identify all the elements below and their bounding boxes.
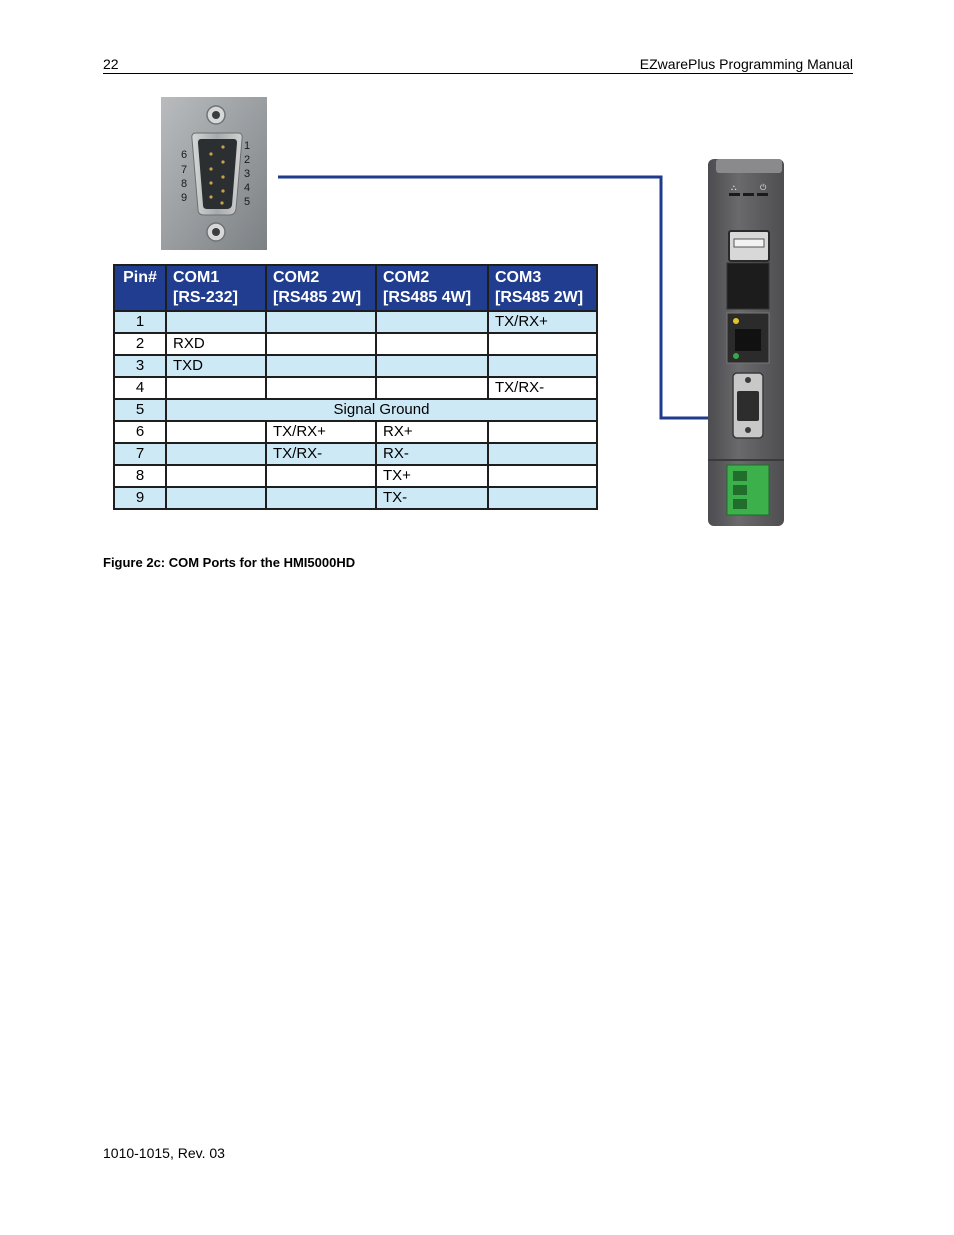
network-icon: ⛬ (731, 183, 737, 192)
table-cell: RXD (166, 333, 266, 355)
db9-connector-photo (161, 97, 267, 250)
connector-pin-label: 8 (181, 178, 188, 190)
pin-number-cell: 2 (114, 333, 166, 355)
table-cell (166, 487, 266, 509)
table-row (114, 333, 597, 355)
pin-number-cell: 5 (114, 399, 166, 421)
table-cell: RX+ (376, 421, 488, 443)
pin-number-cell: 1 (114, 311, 166, 333)
column-header-com2-rs485-2w (266, 265, 376, 311)
pin-number-cell: 9 (114, 487, 166, 509)
blank-port (727, 263, 769, 309)
table-cell (266, 355, 376, 377)
table-cell (266, 465, 376, 487)
signal-ground-cell: Signal Ground (166, 399, 597, 421)
header-line: [RS485 2W] (273, 289, 362, 306)
table-cell: TX/RX- (488, 377, 597, 399)
table-cell (266, 311, 376, 333)
table-cell (376, 377, 488, 399)
table-cell (376, 355, 488, 377)
power-icon: ⏻ (760, 183, 767, 192)
header-line: COM3 (495, 269, 542, 286)
connector-pin-label: 3 (244, 168, 251, 180)
table-cell (166, 465, 266, 487)
com-pinout-table (113, 264, 598, 510)
pin-number-cell: 3 (114, 355, 166, 377)
table-cell (266, 487, 376, 509)
column-header-pin (114, 265, 166, 311)
table-cell (266, 333, 376, 355)
table-cell (166, 377, 266, 399)
page-number: 22 (103, 56, 119, 72)
connector-pin-label: 6 (181, 149, 188, 161)
table-cell (488, 487, 597, 509)
table-row (114, 443, 597, 465)
table-cell (488, 443, 597, 465)
connector-pin-label: 2 (244, 154, 251, 166)
column-header-com3-rs485-2w (488, 265, 597, 311)
table-row (114, 355, 597, 377)
pin-number-cell: 4 (114, 377, 166, 399)
table-header-row (114, 265, 597, 311)
table-row (114, 377, 597, 399)
table-cell: RX- (376, 443, 488, 465)
table-row (114, 421, 597, 443)
header-line: [RS485 4W] (383, 289, 472, 306)
table-cell (488, 333, 597, 355)
column-header-com2-rs485-4w (376, 265, 488, 311)
table-cell: TX/RX+ (266, 421, 376, 443)
table-cell (376, 311, 488, 333)
table-cell: TXD (166, 355, 266, 377)
header-rule (103, 73, 853, 74)
header-line: [RS485 2W] (495, 289, 584, 306)
table-cell: TX/RX- (266, 443, 376, 465)
table-cell (266, 377, 376, 399)
document-revision: 1010-1015, Rev. 03 (103, 1145, 225, 1161)
column-header-com1-rs232 (166, 265, 266, 311)
table-cell: TX+ (376, 465, 488, 487)
table-cell: TX/RX+ (488, 311, 597, 333)
connector-pin-label: 1 (244, 140, 251, 152)
pin-number-cell: 8 (114, 465, 166, 487)
table-cell (488, 421, 597, 443)
header-line: Pin# (123, 269, 157, 286)
manual-title: EZwarePlus Programming Manual (639, 56, 853, 72)
figure-caption: Figure 2c: COM Ports for the HMI5000HD (103, 555, 356, 570)
table-row (114, 399, 597, 421)
header-line: COM1 (173, 269, 220, 286)
pin-number-cell: 6 (114, 421, 166, 443)
connector-pin-label: 7 (181, 164, 188, 176)
table-row (114, 311, 597, 333)
connector-pin-label: 4 (244, 182, 251, 194)
table-cell: TX- (376, 487, 488, 509)
header-line: COM2 (383, 269, 430, 286)
connector-pin-label: 5 (244, 196, 251, 208)
table-cell (376, 333, 488, 355)
table-cell (166, 443, 266, 465)
table-cell (166, 421, 266, 443)
table-row (114, 465, 597, 487)
table-cell (488, 355, 597, 377)
pin-number-cell: 7 (114, 443, 166, 465)
table-row (114, 487, 597, 509)
table-cell (166, 311, 266, 333)
header-line: [RS-232] (173, 289, 238, 306)
connector-pin-label: 9 (181, 192, 188, 204)
header-line: COM2 (273, 269, 320, 286)
hmi-device-photo (706, 159, 786, 526)
table-cell (488, 465, 597, 487)
